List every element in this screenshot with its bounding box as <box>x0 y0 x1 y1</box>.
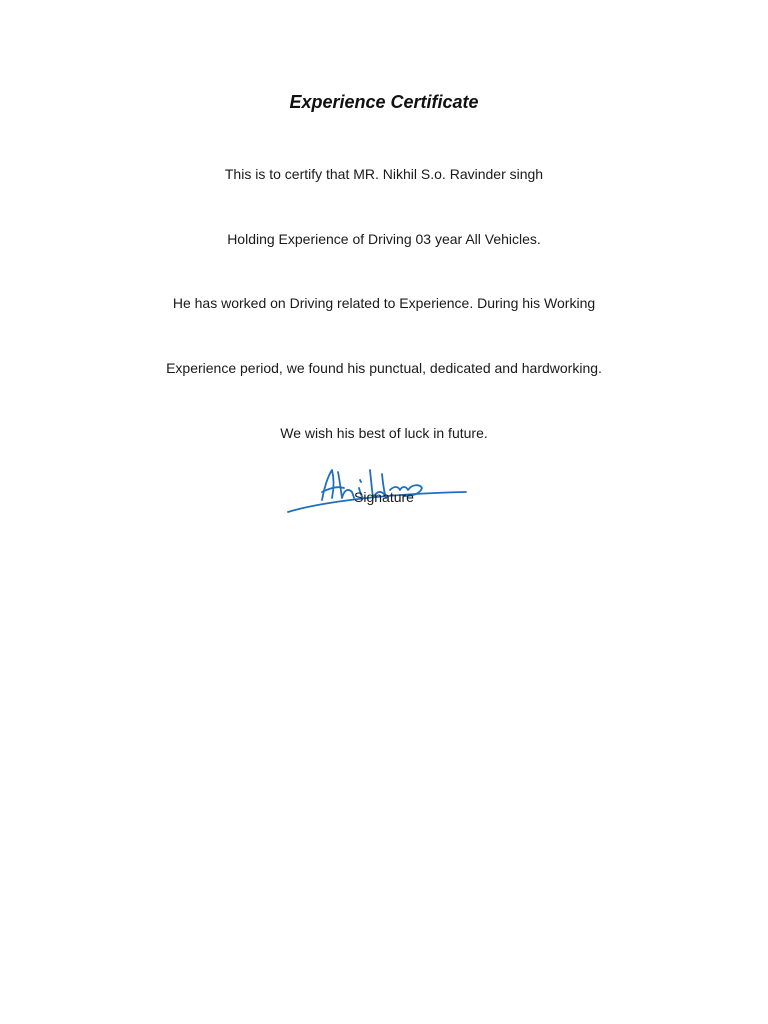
experience-line: Holding Experience of Driving 03 year All Vehicles. <box>227 231 541 247</box>
certificate-title: Experience Certificate <box>289 92 479 112</box>
qualities-line: Experience period, we found his punctual, dedicated and hardworking. <box>166 360 602 376</box>
signature-label: Signature <box>354 489 414 505</box>
wishes-line: We wish his best of luck in future. <box>280 425 488 441</box>
certify-line: This is to certify that MR. Nikhil S.o. Ravinder singh <box>224 166 544 182</box>
work-line: He has worked on Driving related to Experience. During his Working <box>172 295 596 311</box>
